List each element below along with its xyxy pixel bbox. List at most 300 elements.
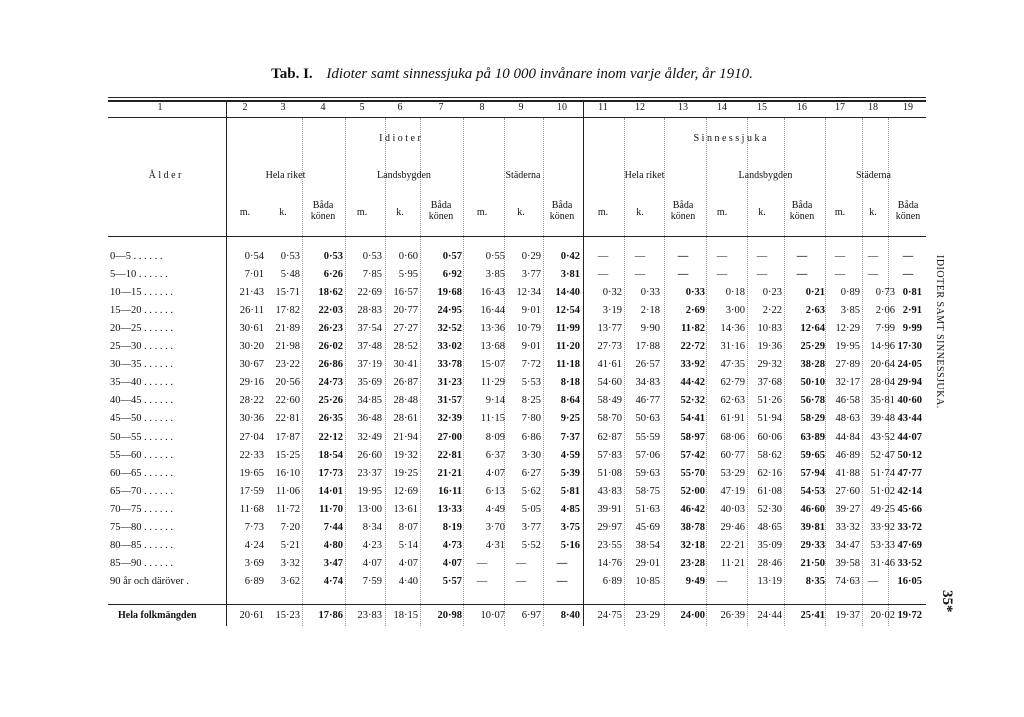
row-age-label: 45—50 . . . . . . (110, 413, 173, 425)
table-cell: 35·69 (357, 377, 382, 389)
table-cell: 3·47 (323, 557, 343, 569)
table-cell: 48·65 (757, 521, 782, 533)
table-cell: — (796, 269, 808, 281)
table-cell: 14·40 (555, 287, 580, 299)
table-cell: 5·14 (398, 539, 418, 551)
table-cell: 50·10 (800, 377, 825, 389)
table-cell: 26·57 (635, 359, 660, 371)
table-cell: 24·75 (597, 610, 622, 621)
table-cell: 32·39 (437, 413, 462, 425)
table-cell: — (867, 251, 879, 262)
table-cell: 58·70 (597, 413, 622, 425)
table-cell: 29·16 (239, 377, 264, 389)
table-cell: 0·55 (485, 251, 505, 262)
table-cell: 54·60 (597, 377, 622, 389)
table-cell: 10·07 (480, 610, 505, 621)
table-cell: 27·27 (393, 323, 418, 335)
table-cell: 50·63 (635, 413, 660, 425)
table-cell: 6·26 (323, 269, 343, 281)
table-cell: 11·18 (556, 359, 580, 371)
table-cell: 58·49 (597, 395, 622, 407)
table-cell: 4·24 (244, 539, 264, 551)
row-age-label: 5—10 . . . . . . (110, 269, 168, 281)
table-cell: — (556, 575, 568, 587)
row-age-label: 25—30 . . . . . . (110, 341, 173, 353)
table-cell: 4·07 (398, 557, 418, 569)
table-cell: 46·42 (680, 503, 705, 515)
table-cell: 4·73 (442, 539, 462, 551)
table-cell: 9·01 (521, 305, 541, 317)
table-cell: 7·37 (560, 431, 580, 443)
table-cell: 8·07 (398, 521, 418, 533)
column-label: k. (869, 207, 877, 218)
table-cell: 48·63 (835, 413, 860, 425)
column-number: 18 (868, 102, 878, 113)
table-cell: 21·98 (275, 341, 300, 353)
table-cell: 19·65 (239, 467, 264, 479)
table-cell: 8·25 (521, 395, 541, 407)
table-cell: — (677, 269, 689, 281)
row-age-label: 50—55 . . . . . . (110, 431, 173, 443)
table-cell: 39·27 (835, 503, 860, 515)
table-cell: 74·63 (835, 575, 860, 587)
table-cell: 14·01 (318, 485, 343, 497)
table-cell: 20·77 (393, 305, 418, 317)
row-age-label: 30—35 . . . . . . (110, 359, 173, 371)
table-cell: 7·01 (244, 269, 264, 281)
table-cell: 5·39 (560, 467, 580, 479)
table-cell: 22·33 (239, 449, 264, 461)
column-number: 15 (757, 102, 767, 113)
table-cell: 22·60 (275, 395, 300, 407)
table-cell: 45·66 (897, 503, 922, 515)
table-cell: 26·02 (318, 341, 343, 353)
table-cell: 38·28 (800, 359, 825, 371)
table-cell: 2·22 (762, 305, 782, 317)
table-cell: 27·60 (835, 485, 860, 497)
table-cell: 4·40 (398, 575, 418, 587)
table-cell: 52·30 (757, 503, 782, 515)
table-cell: 22·21 (720, 539, 745, 551)
table-cell: 3·75 (560, 521, 580, 533)
column-label: k. (396, 207, 404, 218)
table-cell: 19·32 (393, 449, 418, 461)
column-number: 7 (438, 102, 444, 113)
table-cell: — (476, 557, 488, 569)
table-cell: 63·89 (800, 431, 825, 443)
table-cell: 58·75 (635, 485, 660, 497)
table-cell: 13·36 (480, 323, 505, 335)
table-cell: 6·89 (244, 575, 264, 587)
table-cell: 0·89 (840, 287, 860, 299)
table-cell: 33·92 (680, 359, 705, 371)
table-cell: — (476, 575, 488, 587)
table-cell: 13·61 (393, 503, 418, 515)
table-cell: 37·19 (357, 359, 382, 371)
header-bottom-rule (108, 236, 926, 237)
table-cell: 30·36 (239, 413, 264, 425)
column-label: m. (597, 207, 609, 218)
table-cell: 33·02 (437, 341, 462, 353)
row-age-label: Hela folkmängden (118, 610, 197, 621)
table-cell: 11·21 (720, 557, 745, 569)
table-cell: 29·33 (800, 539, 825, 551)
table-cell: 45·69 (635, 521, 660, 533)
column-label: Båda könen (895, 200, 921, 222)
table-cell: 43·44 (897, 413, 922, 425)
table-cell: 0·73 (875, 287, 895, 299)
table-cell: 23·37 (357, 467, 382, 479)
row-age-label: 0—5 . . . . . . (110, 251, 163, 262)
table-cell: 3·81 (560, 269, 580, 281)
table-cell: 40·60 (897, 395, 922, 407)
row-age-label: 70—75 . . . . . . (110, 503, 173, 515)
table-cell: — (716, 575, 728, 587)
table-cell: 8·18 (560, 377, 580, 389)
table-cell: 16·43 (480, 287, 505, 299)
table-cell: 43·52 (870, 431, 895, 443)
table-cell: 19·37 (835, 610, 860, 621)
table-cell: — (634, 269, 646, 281)
table-cell: 26·35 (318, 413, 343, 425)
table-cell: 0·53 (362, 251, 382, 262)
table-cell: 29·32 (757, 359, 782, 371)
column-label: k. (279, 207, 287, 218)
table-cell: 39·81 (800, 521, 825, 533)
row-age-label: 85—90 . . . . . . (110, 557, 173, 569)
table-cell: 53·29 (720, 467, 745, 479)
table-cell: 46·60 (800, 503, 825, 515)
table-cell: — (902, 251, 914, 262)
table-cell: 34·47 (835, 539, 860, 551)
table-cell: 62·87 (597, 431, 622, 443)
table-cell: 6·13 (485, 485, 505, 497)
table-cell: 33·72 (897, 521, 922, 533)
table-cell: 52·32 (680, 395, 705, 407)
table-cell: 0·53 (323, 251, 343, 262)
column-label: k. (758, 207, 766, 218)
table-cell: 0·60 (398, 251, 418, 262)
table-cell: 26·86 (318, 359, 343, 371)
table-cell: 17·86 (318, 610, 343, 621)
table-cell: — (716, 251, 728, 262)
table-cell: 30·61 (239, 323, 264, 335)
table-cell: 13·77 (597, 323, 622, 335)
table-cell: 3·69 (244, 557, 264, 569)
table-cell: 0·32 (602, 287, 622, 299)
column-number: 14 (717, 102, 727, 113)
table-cell: 54·53 (800, 485, 825, 497)
table-cell: 22·03 (318, 305, 343, 317)
table-cell: 24·44 (757, 610, 782, 621)
table-cell: 0·18 (725, 287, 745, 299)
column-number: 2 (242, 102, 248, 113)
table-cell: 17·59 (239, 485, 264, 497)
column-number: 9 (518, 102, 524, 113)
column-label: m. (716, 207, 728, 218)
table-cell: 39·91 (597, 503, 622, 515)
table-cell: 17·88 (635, 341, 660, 353)
table-cell: 18·62 (318, 287, 343, 299)
table-cell: 61·08 (757, 485, 782, 497)
table-cell: 38·78 (680, 521, 705, 533)
table-cell: 14·36 (720, 323, 745, 335)
table-cell: 20·64 (870, 359, 895, 371)
column-label: m. (239, 207, 251, 218)
column-number: 8 (479, 102, 485, 113)
table-cell: 3·77 (521, 521, 541, 533)
table-cell: 37·48 (357, 341, 382, 353)
table-cell: — (834, 251, 846, 262)
table-cell: 24·95 (437, 305, 462, 317)
table-cell: 26·11 (239, 305, 264, 317)
table-cell: 23·83 (357, 610, 382, 621)
table-cell: 10·83 (757, 323, 782, 335)
table-cell: 51·63 (635, 503, 660, 515)
table-cell: 11·72 (275, 503, 300, 515)
row-age-label: 90 år och däröver . (110, 575, 190, 587)
table-cell: 26·87 (393, 377, 418, 389)
table-cell: 11·82 (681, 323, 705, 335)
table-cell: 28·46 (757, 557, 782, 569)
table-cell: — (515, 575, 527, 587)
table-cell: 62·63 (720, 395, 745, 407)
table-cell: 27·89 (835, 359, 860, 371)
table-cell: 31·57 (437, 395, 462, 407)
table-cell: — (867, 575, 879, 587)
table-cell: 13·00 (357, 503, 382, 515)
table-cell: 6·86 (521, 431, 541, 443)
table-cell: 20·61 (239, 610, 264, 621)
column-label: Båda könen (549, 200, 575, 222)
table-cell: 11·20 (556, 341, 580, 353)
table-cell: 53·33 (870, 539, 895, 551)
table-cell: 29·94 (897, 377, 922, 389)
table-title (0, 66, 1024, 83)
table-cell: 37·54 (357, 323, 382, 335)
row-age-label: 80—85 . . . . . . (110, 539, 173, 551)
table-cell: 23·55 (597, 539, 622, 551)
table-cell: 50·12 (897, 449, 922, 461)
table-cell: 12·29 (835, 323, 860, 335)
top-rule (108, 97, 926, 98)
table-cell: 18·54 (318, 449, 343, 461)
table-cell: 37·68 (757, 377, 782, 389)
table-cell: 34·83 (635, 377, 660, 389)
table-cell: — (716, 269, 728, 281)
table-cell: 29·46 (720, 521, 745, 533)
table-cell: 4·49 (485, 503, 505, 515)
col-number-rule (108, 117, 926, 118)
table-cell: 17·82 (275, 305, 300, 317)
table-cell: 6·89 (602, 575, 622, 587)
table-cell: 6·37 (485, 449, 505, 461)
column-label: k. (636, 207, 644, 218)
row-age-label: 75—80 . . . . . . (110, 521, 173, 533)
column-number: 11 (598, 102, 608, 113)
subgroup-label: Landsbygden (738, 170, 793, 181)
table-cell: 29·97 (597, 521, 622, 533)
table-cell: — (834, 269, 846, 281)
subgroup-label: Hela riket (624, 170, 665, 181)
column-label: k. (517, 207, 525, 218)
table-cell: 55·70 (680, 467, 705, 479)
table-cell: 30·20 (239, 341, 264, 353)
table-cell: 11·29 (480, 377, 505, 389)
table-cell: 9·01 (521, 341, 541, 353)
row-age-label: 20—25 . . . . . . (110, 323, 173, 335)
table-cell: — (515, 557, 527, 569)
table-cell: 7·73 (244, 521, 264, 533)
table-cell: 51·26 (757, 395, 782, 407)
table-cell: 12·69 (393, 485, 418, 497)
table-cell: 24·73 (318, 377, 343, 389)
table-cell: 5·57 (442, 575, 462, 587)
row-age-label: 10—15 . . . . . . (110, 287, 173, 299)
table-cell: 10·79 (516, 323, 541, 335)
table-cell: 14·76 (597, 557, 622, 569)
table-cell: 7·59 (362, 575, 382, 587)
table-cell: 4·85 (560, 503, 580, 515)
table-cell: 39·48 (870, 413, 895, 425)
table-number: Tab. I. (271, 66, 313, 82)
table-cell: 4·07 (362, 557, 382, 569)
table-cell: 32·49 (357, 431, 382, 443)
table-cell: 54·41 (680, 413, 705, 425)
table-cell: 9·49 (685, 575, 705, 587)
table-cell: 5·48 (280, 269, 300, 281)
row-age-label: 60—65 . . . . . . (110, 467, 173, 479)
table-cell: 16·44 (480, 305, 505, 317)
table-cell: 22·81 (437, 449, 462, 461)
table-cell: 23·29 (635, 610, 660, 621)
table-cell: 2·91 (902, 305, 922, 317)
table-cell: 22·12 (318, 431, 343, 443)
table-cell: 23·22 (275, 359, 300, 371)
table-cell: 62·79 (720, 377, 745, 389)
table-cell: 19·68 (437, 287, 462, 299)
table-cell: 2·69 (685, 305, 705, 317)
table-cell: 30·67 (239, 359, 264, 371)
table-cell: 4·80 (323, 539, 343, 551)
table-cell: 47·19 (720, 485, 745, 497)
table-cell: 16·11 (438, 485, 462, 497)
table-cell: 44·84 (835, 431, 860, 443)
table-cell: 25·26 (318, 395, 343, 407)
column-number: 5 (359, 102, 365, 113)
table-cell: 3·19 (602, 305, 622, 317)
column-label: m. (476, 207, 488, 218)
table-cell: 40·03 (720, 503, 745, 515)
table-cell: 0·29 (521, 251, 541, 262)
running-head: IDIOTER SAMT SINNESSJUKA. (934, 255, 945, 409)
table-cell: 62·16 (757, 467, 782, 479)
table-cell: 27·73 (597, 341, 622, 353)
table-cell: 5·16 (560, 539, 580, 551)
table-cell: 3·70 (485, 521, 505, 533)
column-number: 3 (280, 102, 286, 113)
table-cell: 19·95 (357, 485, 382, 497)
table-cell: 25·29 (800, 341, 825, 353)
table-cell: 0·33 (640, 287, 660, 299)
table-cell: 5·95 (398, 269, 418, 281)
table-cell: 19·36 (757, 341, 782, 353)
table-cell: 58·97 (680, 431, 705, 443)
column-number: 10 (557, 102, 567, 113)
table-cell: — (756, 269, 768, 281)
table-cell: 47·69 (897, 539, 922, 551)
table-cell: 20·02 (870, 610, 895, 621)
column-number: 1 (157, 102, 163, 113)
table-cell: 21·89 (275, 323, 300, 335)
row-age-label: 15—20 . . . . . . (110, 305, 173, 317)
table-cell: 46·58 (835, 395, 860, 407)
table-cell: 41·88 (835, 467, 860, 479)
column-number: 6 (397, 102, 403, 113)
table-cell: 57·94 (800, 467, 825, 479)
table-cell: 28·52 (393, 341, 418, 353)
table-cell: 11·68 (239, 503, 264, 515)
table-cell: 47·77 (897, 467, 922, 479)
table-cell: 57·83 (597, 449, 622, 461)
subgroup-label: Städerna (505, 170, 541, 181)
table-cell: 49·25 (870, 503, 895, 515)
table-cell: 60·06 (757, 431, 782, 443)
table-cell: 0·54 (244, 251, 264, 262)
table-cell: 23·28 (680, 557, 705, 569)
table-cell: 22·81 (275, 413, 300, 425)
table-cell: 51·94 (757, 413, 782, 425)
table-cell: 21·94 (393, 431, 418, 443)
column-divider (463, 118, 464, 626)
table-cell: 61·91 (720, 413, 745, 425)
row-age-label: 55—60 . . . . . . (110, 449, 173, 461)
table-cell: 27·00 (437, 431, 462, 443)
table-cell: 2·18 (640, 305, 660, 317)
table-cell: 29·01 (635, 557, 660, 569)
table-cell: 44·42 (680, 377, 705, 389)
table-cell: 0·81 (902, 287, 922, 299)
table-cell: 32·52 (437, 323, 462, 335)
table-cell: 20·98 (437, 610, 462, 621)
table-cell: 41·61 (597, 359, 622, 371)
table-cell: 59·65 (800, 449, 825, 461)
row-age-label: 35—40 . . . . . . (110, 377, 173, 389)
table-cell: 4·31 (485, 539, 505, 551)
table-cell: 19·25 (393, 467, 418, 479)
table-cell: 8·19 (442, 521, 462, 533)
table-cell: 31·16 (720, 341, 745, 353)
table-cell: 6·97 (521, 610, 541, 621)
table-cell: 57·06 (635, 449, 660, 461)
table-cell: 16·10 (275, 467, 300, 479)
table-cell: 8·34 (362, 521, 382, 533)
table-cell: 59·63 (635, 467, 660, 479)
table-cell: 52·47 (870, 449, 895, 461)
total-rule (108, 604, 926, 605)
table-cell: 7·20 (280, 521, 300, 533)
table-cell: 36·48 (357, 413, 382, 425)
table-cell: 9·99 (902, 323, 922, 335)
table-cell: 11·99 (556, 323, 580, 335)
table-cell: 2·06 (875, 305, 895, 317)
table-cell: 15·23 (275, 610, 300, 621)
table-cell: 12·54 (555, 305, 580, 317)
column-number: 12 (635, 102, 645, 113)
column-number: 13 (678, 102, 688, 113)
table-cell: 7·85 (362, 269, 382, 281)
table-cell: 22·72 (680, 341, 705, 353)
